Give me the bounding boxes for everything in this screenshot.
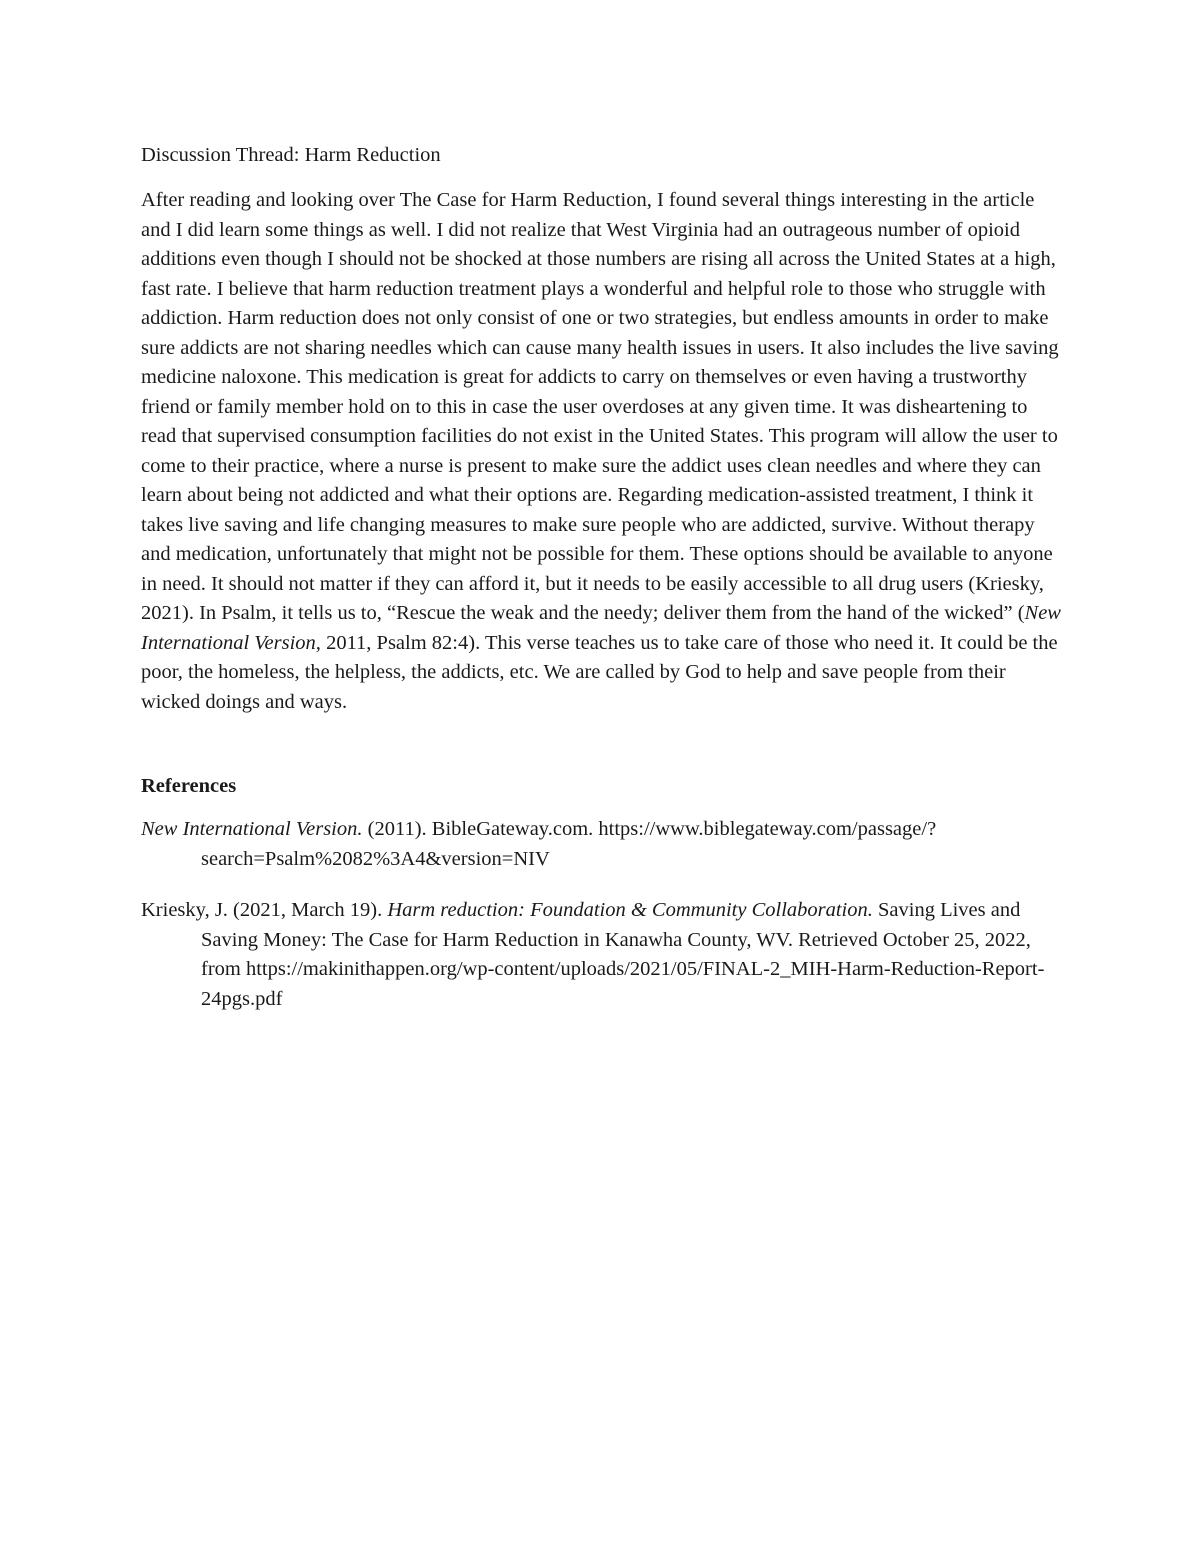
references-heading: References bbox=[141, 775, 237, 797]
reference-kriesky-rest: Saving Lives and Saving Money: The Case for Harm Reduction in Kanawha County, WV. Retrieved October 25, 2022, from https://makinithappen.org/wp-content/uploads/2021/05/FINAL-2_MIH-Harm-Reduction-Report-24pgs.pdf bbox=[201, 899, 1045, 1010]
reference-niv-title: New International Version. bbox=[141, 818, 363, 840]
document-content bbox=[141, 140, 1063, 1036]
body-paragraph bbox=[141, 186, 1063, 717]
reference-entry-niv bbox=[141, 815, 1063, 874]
body-text-part-2: 2011, Psalm 82:4). This verse teaches us to take care of those who need it. It could be the poor, the homeless, the helpless, the addicts, etc. We are called by God to help and save people from their wicked doings and ways. bbox=[141, 631, 1058, 713]
document-title: Discussion Thread: Harm Reduction bbox=[141, 144, 441, 166]
reference-entry-kriesky bbox=[141, 896, 1063, 1014]
reference-niv-rest: (2011). BibleGateway.com. https://www.biblegateway.com/passage/?search=Psalm%2082%3A4&version=NIV bbox=[201, 818, 937, 870]
body-italic-citation: New International Version, bbox=[141, 602, 1061, 654]
reference-kriesky-title: Harm reduction: Foundation & Community Collaboration. bbox=[387, 899, 873, 921]
body-text-part-1: After reading and looking over The Case for Harm Reduction, I found several things interesting in the article and I did learn some things as well. I did not realize that West Virginia had an outrageous number of opioid additions even though I should not be shocked at those numbers are rising all across the United States at a high, fast rate. I believe that harm reduction treatment plays a wonderful and helpful role to those who struggle with addiction. Harm reduction does not only consist of one or two strategies, but endless amounts in order to make sure addicts are not sharing needles which can cause many health issues in users. It also includes the live saving medicine naloxone. This medication is great for addicts to carry on themselves or even having a trustworthy friend or family member hold on to this in case the user overdoses at any given time. It was disheartening to read that supervised consumption facilities do not exist in the United States. This program will allow the user to come to their practice, where a nurse is present to make sure the addict uses clean needles and where they can learn about being not addicted and what their options are. Regarding medication-assisted treatment, I think it takes live saving and life changing measures to make sure people who are addicted, survive. Without therapy and medication, unfortunately that might not be possible for them. These options should be available to anyone in need. It should not matter if they can afford it, but it needs to be easily accessible to all drug users (Kriesky, 2021). In Psalm, it tells us to, “Rescue the weak and the needy; deliver them from the hand of the wicked” ( bbox=[141, 189, 1059, 624]
reference-kriesky-lead: Kriesky, J. (2021, March 19). bbox=[141, 899, 388, 921]
